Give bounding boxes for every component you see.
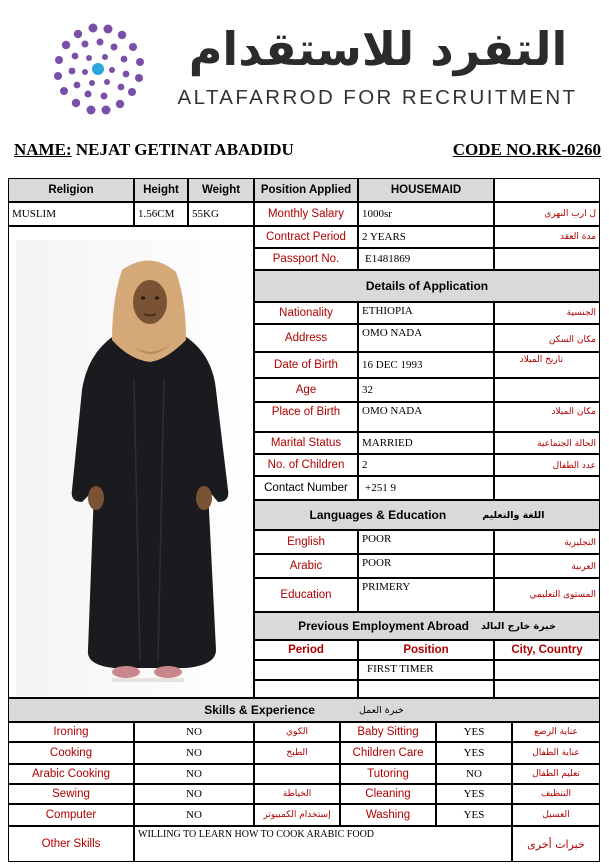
languages-title-row [254,500,600,530]
english-arabic: النجليزية [494,530,600,554]
cooking-arabic: الطبخ [254,742,340,764]
position-value: HOUSEMAID [358,178,494,202]
skills-title: Skills & Experience [204,703,315,717]
arabic-value: POOR [358,554,494,578]
baby-sitting-value: YES [436,722,512,742]
contract-period-value: 2 YEARS [358,226,494,248]
tutoring-arabic: تعليم الطفال [512,764,600,784]
city-country-header: City, Country [494,640,600,660]
ironing-label: Ironing [8,722,134,742]
passport-label: Passport No. [254,248,358,270]
tutoring-label: Tutoring [340,764,436,784]
education-label: Education [254,578,358,612]
employment-period-1 [254,660,358,680]
arabic-cooking-value: NO [134,764,254,784]
place-of-birth-value: OMO NADA [358,402,494,432]
age-arabic [494,378,600,402]
children-label: No. of Children [254,454,358,476]
employment-title-row [254,612,600,640]
education-arabic: المستوى التعليمي [494,578,600,612]
contact-number-label: Contact Number [254,476,358,500]
date-of-birth-arabic: تاريخ الميلاد [494,352,600,378]
address-value: OMO NADA [358,324,494,352]
person-photo-icon [16,240,252,696]
place-of-birth-label: Place of Birth [254,402,358,432]
employment-period-2 [254,680,358,698]
height-value: 1.56CM [134,202,188,226]
nationality-value: ETHIOPIA [358,302,494,324]
contract-period-arabic: مدة العقد [494,226,600,248]
weight-header: Weight [188,178,254,202]
details-title: Details of Application [254,270,600,302]
education-value: PRIMERY [358,578,494,612]
candidate-photo [16,240,252,696]
tutoring-value: NO [436,764,512,784]
marital-status-label: Marital Status [254,432,358,454]
address-arabic: مكان السكن [494,324,600,352]
washing-label: Washing [340,804,436,826]
marital-status-arabic: الحالة الجتماعية [494,432,600,454]
date-of-birth-label: Date of Birth [254,352,358,378]
sewing-arabic: الخياطة [254,784,340,804]
baby-sitting-label: Baby Sitting [340,722,436,742]
employment-title: Previous Employment Abroad [298,619,469,633]
period-header: Period [254,640,358,660]
children-care-value: YES [436,742,512,764]
address-label: Address [254,324,358,352]
children-value: 2 [358,454,494,476]
weight-value: 55KG [188,202,254,226]
computer-label: Computer [8,804,134,826]
empty-cell [494,178,600,202]
washing-value: YES [436,804,512,826]
ironing-arabic: الكوي [254,722,340,742]
code-number: CODE NO.RK-0260 [452,140,601,159]
contact-number-arabic [494,476,600,500]
name-label: NAME: [14,140,72,159]
employment-city-2 [494,680,600,698]
monthly-salary-arabic: ل ارب النهري [494,202,600,226]
computer-value: NO [134,804,254,826]
cooking-label: Cooking [8,742,134,764]
baby-sitting-arabic: عناية الرضع [512,722,600,742]
cleaning-value: YES [436,784,512,804]
logo-arabic-text: التفرد للاستقدام [188,22,568,76]
sewing-value: NO [134,784,254,804]
arabic-label: Arabic [254,554,358,578]
name-value: NEJAT GETINAT ABADIDU [75,140,294,159]
cooking-value: NO [134,742,254,764]
age-value: 32 [358,378,494,402]
height-header: Height [134,178,188,202]
marital-status-value: MARRIED [358,432,494,454]
children-care-arabic: عناية الطفال [512,742,600,764]
contract-period-label: Contract Period [254,226,358,248]
position-applied-header: Position Applied [254,178,358,202]
ironing-value: NO [134,722,254,742]
sewing-label: Sewing [8,784,134,804]
passport-value: E1481869 [358,248,494,270]
english-value: POOR [358,530,494,554]
passport-arabic [494,248,600,270]
languages-title-arabic: اللغة والتعليم [482,509,545,521]
place-of-birth-arabic: مكان الميلاد [494,402,600,432]
nationality-arabic: الجنسية [494,302,600,324]
children-arabic: عدد الطفال [494,454,600,476]
languages-title: Languages & Education [309,508,447,522]
position-header: Position [358,640,494,660]
cleaning-label: Cleaning [340,784,436,804]
religion-header: Religion [8,178,134,202]
arabic-cooking-label: Arabic Cooking [8,764,134,784]
arabic-arabic: العربية [494,554,600,578]
company-logo-icon [45,20,155,120]
employment-position-1: FIRST TIMER [358,660,494,680]
skills-title-arabic: خبرة العمل [358,704,404,716]
nationality-label: Nationality [254,302,358,324]
washing-arabic: الغسيل [512,804,600,826]
employment-title-arabic: خبرة خارج البالد [481,620,556,632]
monthly-salary-value: 1000sr [358,202,494,226]
cleaning-arabic: التنظيف [512,784,600,804]
logo-english-text: ALTAFARROD FOR RECRUITMENT [177,86,578,109]
age-label: Age [254,378,358,402]
other-skills-label: Other Skills [8,826,134,862]
other-skills-value: WILLING TO LEARN HOW TO COOK ARABIC FOOD [134,826,512,862]
employment-position-2 [358,680,494,698]
skills-title-row [8,698,600,722]
other-skills-arabic: خبرات أخرى [512,826,600,862]
contact-number-value: +251 9 [358,476,494,500]
employment-city-1 [494,660,600,680]
children-care-label: Children Care [340,742,436,764]
candidate-name [14,140,294,160]
computer-arabic: إستخدام الكمبيوتر [254,804,340,826]
arabic-cooking-arabic [254,764,340,784]
date-of-birth-value: 16 DEC 1993 [358,352,494,378]
religion-value: MUSLIM [8,202,134,226]
monthly-salary-label: Monthly Salary [254,202,358,226]
english-label: English [254,530,358,554]
